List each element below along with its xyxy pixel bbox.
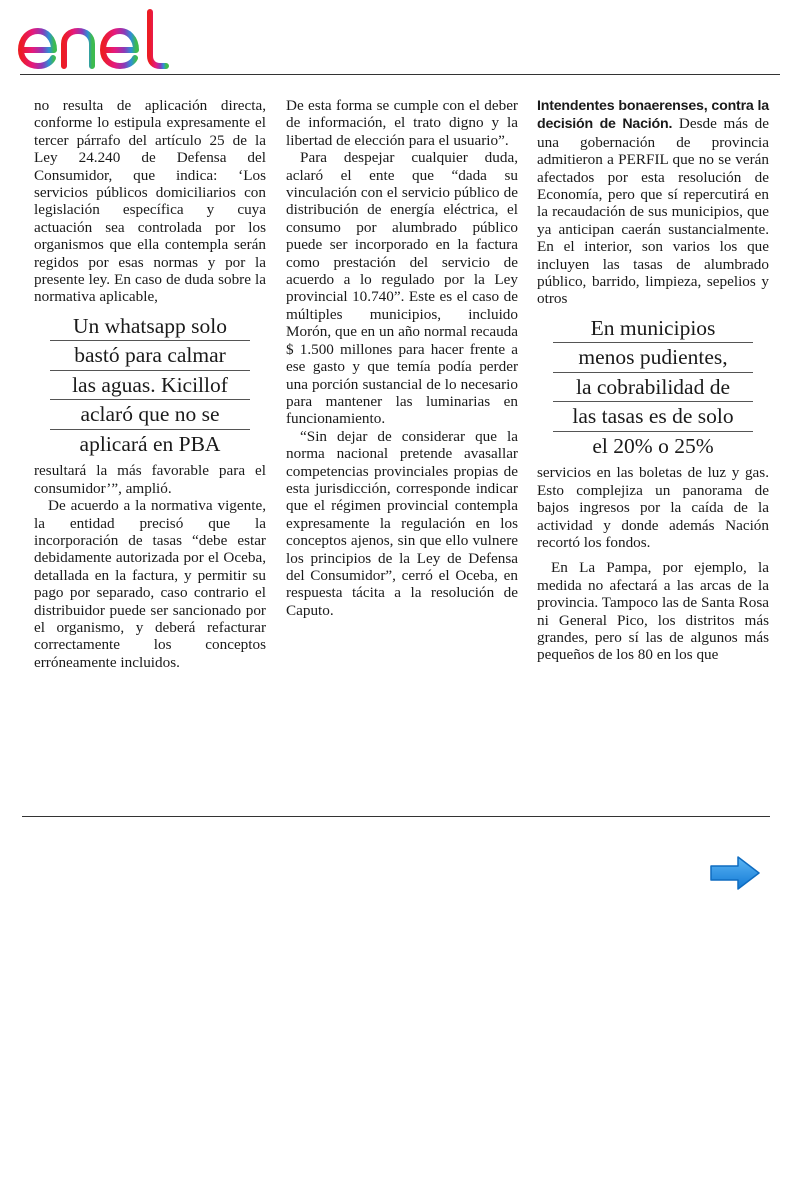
pullquote-line: las aguas. Kicillof (50, 371, 250, 401)
pullquote-line: aclaró que no se (50, 400, 250, 430)
col3-paragraph-2: servicios en las boletas de luz y gas. Esto complejiza un panorama de bajos ingresos por la caída de la actividad y donde además Nación recortó los fondos. (537, 464, 769, 551)
col3-paragraph-1 (537, 97, 769, 308)
col1-paragraph-1: no resulta de aplicación directa, conforme lo estipula expresamente el tercer párrafo del artículo 25 de la Ley 24.240 de Defensa del Consumidor, que indica: ‘Los servicios públicos domiciliarios con legislación específica y cuya actuación sea controlada por los organismos que ella contempla serán regidos por esas normas y por la presente ley. En caso de duda sobre la normativa aplicable, (34, 97, 266, 306)
top-rule (20, 74, 780, 75)
enel-logo (16, 8, 181, 70)
col1-paragraph-2: resultará la más favorable para el consumidor’”, amplió. (34, 462, 266, 497)
article-column-3 (537, 97, 769, 664)
pullquote-line: Un whatsapp solo (50, 312, 250, 342)
pullquote-line: menos pudientes, (553, 343, 753, 373)
pullquote-line: aplicará en PBA (79, 431, 221, 456)
col2-paragraph-3: “Sin dejar de considerar que la norma nacional pretende avasallar competencias provinciales propias de esta jurisdicción, corresponde indicar que el régimen provincial contempla expresamente la regulación en los conceptos ajenos, sin que ello vulnere los principios de la Ley de Defensa del Consumidor”, cerró el Oceba, en respuesta tácita a la resolución de Caputo. (286, 427, 518, 619)
pullquote-line: las tasas es de solo (553, 402, 753, 432)
pullquote-municipios (537, 314, 769, 461)
pullquote-line: el 20% o 25% (592, 433, 714, 458)
col2-paragraph-2: Para despejar cualquier duda, aclaró el ente que “dada su vinculación con el servicio público de distribución de energía eléctrica, el consumo por alumbrado público puede ser incorporado en la factura como prestación del servicio de acuerdo a lo regulado por la Ley provincial 10.740”. Este es el caso de múltiples municipios, incluido Morón, que en un año normal recauda $ 1.500 millones para hacer frente a ese gasto y que temía podía perder una porción sustancial de lo necesario para mantener las luminarias en funcionamiento. (286, 149, 518, 428)
col2-paragraph-1: De esta forma se cumple con el deber de información, el trato digno y la libertad de elección para el usuario”. (286, 97, 518, 149)
pullquote-line: bastó para calmar (50, 341, 250, 371)
col1-paragraph-3: De acuerdo a la normativa vigente, la entidad precisó que la incorporación de tasas “debe estar debidamente autorizada por el Oceba, detallada en la factura, y permitir su pago por separado, caso contrario el distribuidor puede ser sancionado por el organismo, y deberá refacturar correctamente los conceptos erróneamente incluidos. (34, 497, 266, 671)
col3-paragraph-3: En La Pampa, por ejemplo, la medida no afectará a las arcas de la provincia. Tampoco las de Santa Rosa ni General Pico, los distritos más grandes, pero sí las de algunos más pequeños de los 80 en los que (537, 559, 769, 664)
right-arrow-icon[interactable] (708, 854, 762, 892)
article-column-2 (286, 97, 518, 619)
pullquote-line: la cobrabilidad de (553, 373, 753, 403)
bottom-rule (22, 816, 770, 817)
pullquote-line: En municipios (553, 314, 753, 344)
article-column-1 (34, 97, 266, 671)
section-lead-heading: Intendentes bonaerenses, contra la decisión de Nación. (537, 98, 769, 133)
col3-paragraph-1-text: Desde más de una gobernación de provincia admitieron a PERFIL que no se verán afectados por esta resolución de Economía, pero que sí repercutirá en la recaudación de sus municipios, que ya anticipan caerán sustancialmente. En el interior, son varios los que incluyen las tasas de alumbrado público, barrido, limpieza, sepelios y otros (537, 115, 770, 308)
pullquote-whatsapp (34, 312, 266, 459)
